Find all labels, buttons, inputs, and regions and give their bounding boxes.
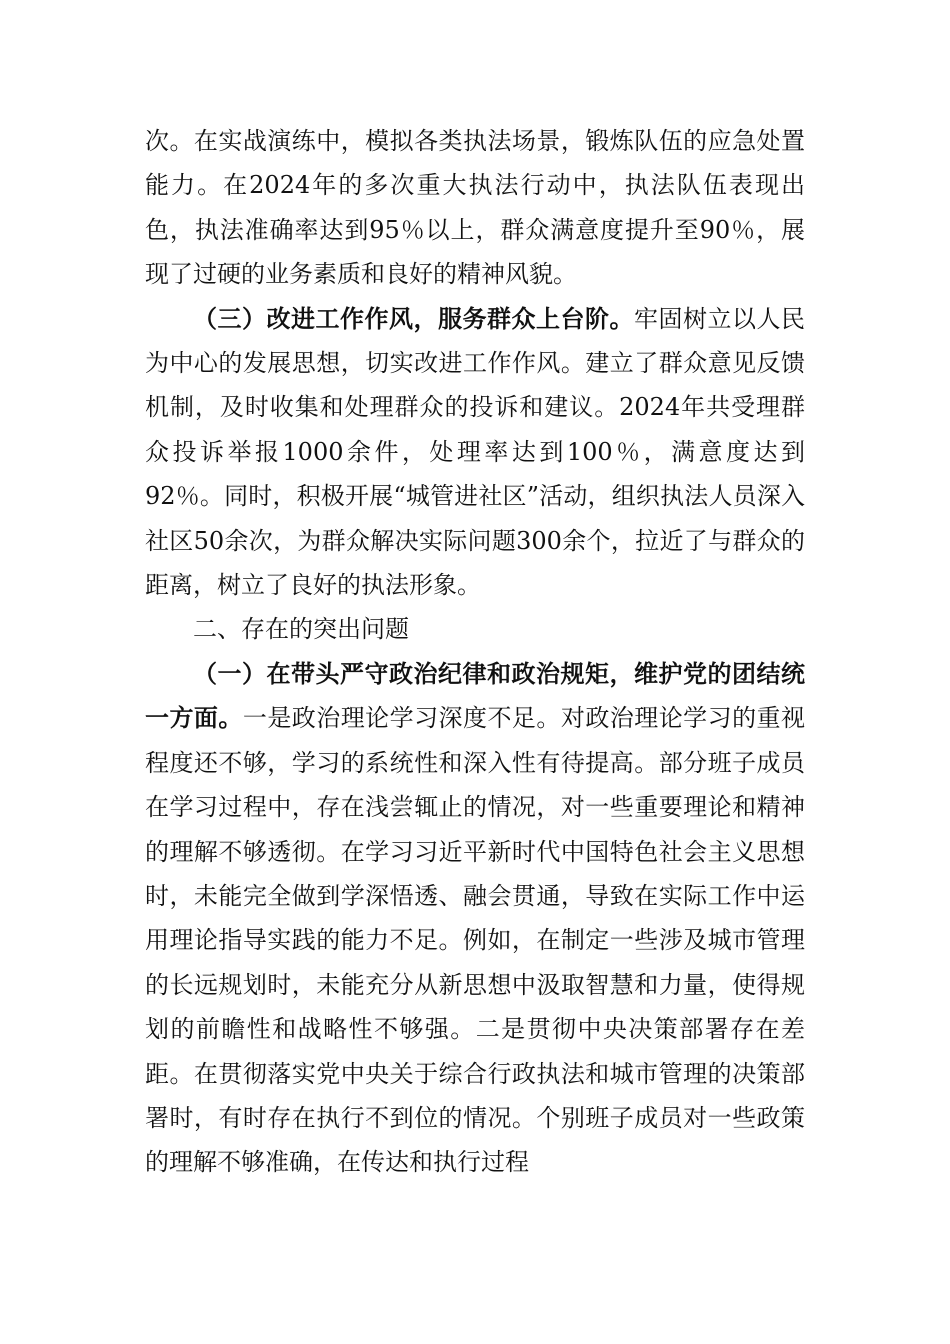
- document-body: [145, 119, 805, 1185]
- paragraph-text: 牢固树立以人民为中心的发展思想，切实改进工作作风。建立了群众意见反馈机制，及时收集和处理群众的投诉和建议。2024年共受理群众投诉举报1000余件，处理率达到100％，满意度达到92％。同时，积极开展“城管进社区”活动，组织执法人员深入社区50余次，为群众解决实际问题300余个，拉近了与群众的距离，树立了良好的执法形象。: [145, 304, 805, 600]
- paragraph-political-discipline: [145, 652, 805, 1185]
- paragraph-lead-heading: （三）改进工作作风，服务群众上台阶。: [193, 303, 634, 333]
- section-heading: 二、存在的突出问题: [193, 615, 409, 644]
- paragraph-text: 一是政治理论学习深度不足。对政治理论学习的重视程度还不够，学习的系统性和深入性有待提高。部分班子成员在学习过程中，存在浅尝辄止的情况，对一些重要理论和精神的理解不够透彻。在学习习近平新时代中国特色社会主义思想时，未能完全做到学深悟透、融会贯通，导致在实际工作中运用理论指导实践的能力不足。例如，在制定一些涉及城市管理的长远规划时，未能充分从新思想中汲取智慧和力量，使得规划的前瞻性和战略性不够强。二是贯彻中央决策部署存在差距。在贯彻落实党中央关于综合行政执法和城市管理的决策部署时，有时存在执行不到位的情况。个别班子成员对一些政策的理解不够准确，在传达和执行过程: [145, 704, 806, 1177]
- paragraph-lead-heading: （一）在带头严守政治纪律和政治规矩，维护党的团结统一方面。: [145, 658, 805, 733]
- paragraph-improve-work-style: [145, 297, 805, 608]
- paragraph-continued: 次。在实战演练中，模拟各类执法场景，锻炼队伍的应急处置能力。在2024年的多次重大执法行动中，执法队伍表现出色，执法准确率达到95％以上，群众满意度提升至90％，展现了过硬的业务素质和良好的精神风貌。: [145, 127, 805, 289]
